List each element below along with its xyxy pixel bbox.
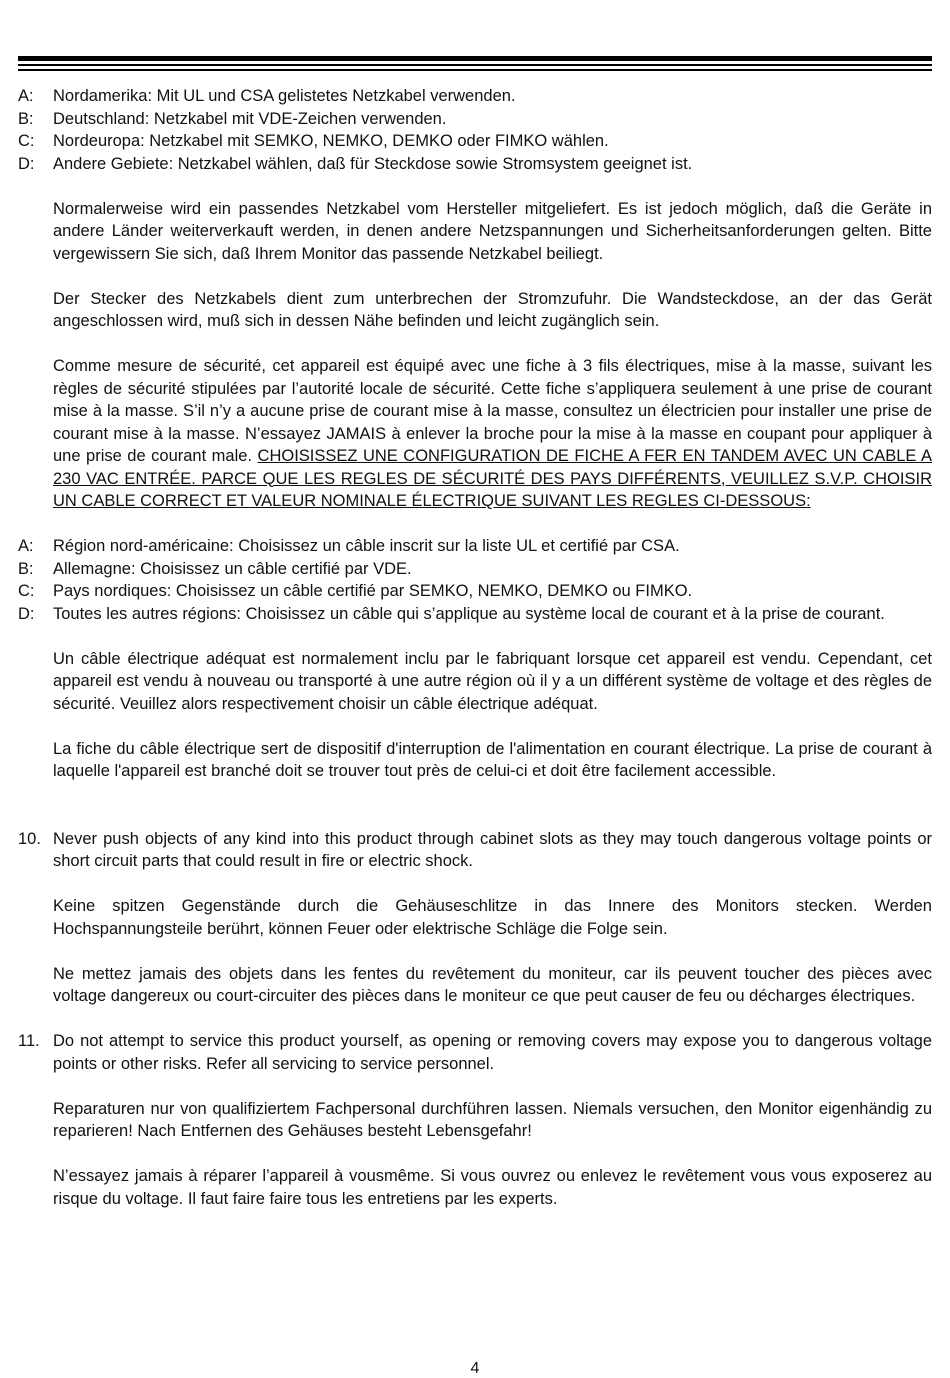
page-number: 4 [470,1360,480,1377]
document-body [18,85,932,1210]
item-text-fr: N’essayez jamais à réparer l’appareil à vousmême. Si vous ouvrez ou enlevez le revêtement vous vous exposerez au risque du voltage. Il faut faire faire tous les entretiens par les experts. [53,1167,932,1208]
list-text: Andere Gebiete: Netzkabel wählen, daß für Steckdose sowie Stromsystem geeignet ist. [53,154,693,173]
paragraph-fr-safety-underlined: CHOISISSEZ UNE CONFIGURATION DE FICHE A FER EN TANDEM AVEC UN CABLE A 230 VAC ENTRÉE. PARCE QUE LES REGLES DE SÉCURITÉ DES PAYS DIFFÉRENTS, VEUILLEZ S.V.P. CHOISIR UN CABLE CORRECT ET VALEUR NOMINALE ÉLECTRIQUE SUIVANT LES REGLES CI-DESSOUS: [53,447,932,510]
list-text: Région nord-américaine: Choisissez un câble inscrit sur la liste UL et certifié par CSA. [53,537,680,555]
list-label: C: [18,582,35,600]
item-number: 10. [18,829,41,848]
list-text: Nordeuropa: Netzkabel mit SEMKO, NEMKO, DEMKO oder FIMKO wählen. [53,132,609,150]
paragraph-fr-cable: Un câble électrique adéquat est normalement inclu par le fabriquant lorsque cet appareil est vendu. Cependant, cet appareil est vendu à nouveau ou transporté à une autre région où il y a un différent système de voltage et des règles de sécurité. Veuillez alors respectivement choisir un câble électrique adéquat. [53,649,932,713]
header-rule-thin-1 [18,64,932,66]
list-label: B: [18,559,34,578]
header-rule-thin-2 [18,69,932,71]
list-item [18,603,932,626]
list-item [18,535,932,558]
paragraph-de-power-cord: Normalerweise wird ein passendes Netzkabel vom Hersteller mitgeliefert. Es ist jedoch möglich, daß die Geräte in andere Länder weiterverkauft werden, in denen andere Netzspannungen und Sicherheitsanforderungen gelten. Bitte vergewissern Sie sich, daß Ihrem Monitor das passende Netzkabel beiliegt. [53,199,932,263]
list-text: Toutes les autres régions: Choisissez un câble qui s’applique au système local de courant et à la prise de courant. [53,604,885,623]
numbered-item-10 [18,828,932,873]
list-label: C: [18,132,35,150]
list-text: Deutschland: Netzkabel mit VDE-Zeichen verwenden. [53,109,447,128]
list-text: Allemagne: Choisissez un câble certifié par VDE. [53,559,412,578]
item-text-de: Keine spitzen Gegenstände durch die Gehäuseschlitze in das Innere des Monitors stecken. Werden Hochspannungsteile berührt, können Feuer oder elektrische Schläge die Folge sein. [53,897,932,938]
list-label: A: [18,87,34,105]
list-text: Pays nordiques: Choisissez un câble certifié par SEMKO, NEMKO, DEMKO ou FIMKO. [53,582,693,600]
item-text-fr: Ne mettez jamais des objets dans les fentes du revêtement du moniteur, car ils peuvent toucher des pièces avec voltage dangereux ou court-circuiter des pièces dans le moniteur ce que peut causer de feu ou décharges électriques. [53,964,932,1005]
paragraph-fr-safety-text: Comme mesure de sécurité, cet appareil est équipé avec une fiche à 3 fils électriques, mise à la masse, suivant les règles de sécurité stipulées par l’autorité locale de sécurité. Cette fiche s’appliquera seulement à une prise de courant mise à la masse. S’il n’y a aucune prise de courant mise à la masse, consultez un électricien pour installer une prise de courant mise à la masse. N’essayez JAMAIS à enlever la broche pour la mise à la masse en coupant pour appliquer à une prise de courant male. [53,357,932,465]
list-item [18,108,932,131]
item-text-de: Reparaturen nur von qualifiziertem Fachpersonal durchführen lassen. Niemals versuchen, den Monitor eigenhändig zu reparieren! Nach Entfernen des Gehäuses besteht Lebensgefahr! [53,1099,932,1140]
list-item [18,580,932,603]
list-text: Nordamerika: Mit UL und CSA gelistetes Netzkabel verwenden. [53,87,516,105]
list-label: D: [18,604,35,623]
list-item [18,85,932,108]
paragraph-fr-plug: La fiche du câble électrique sert de dispositif d'interruption de l'alimentation en courant électrique. La prise de courant à laquelle l'appareil est branché doit se trouver tout près de celui-ci et doit être facilement accessible. [53,739,932,780]
list-label: B: [18,109,34,128]
paragraph-fr-safety [53,355,932,513]
item-text-en: Do not attempt to service this product yourself, as opening or removing covers may expose you to dangerous voltage points or other risks. Refer all servicing to service personnel. [53,1032,932,1073]
list-item [18,130,932,153]
list-label: D: [18,154,35,173]
numbered-item-11 [18,1030,932,1075]
list-item [18,558,932,581]
item-number: 11. [18,1032,40,1050]
paragraph-de-plug: Der Stecker des Netzkabels dient zum unterbrechen der Stromzufuhr. Die Wandsteckdose, an der das Gerät angeschlossen wird, muß sich in dessen Nähe befinden und leicht zugänglich sein. [53,289,932,330]
list-label: A: [18,537,34,555]
item-text-en: Never push objects of any kind into this product through cabinet slots as they may touch dangerous voltage points or short circuit parts that could result in fire or electric shock. [53,829,932,870]
list-item [18,153,932,176]
header-rule-thick [18,56,932,61]
